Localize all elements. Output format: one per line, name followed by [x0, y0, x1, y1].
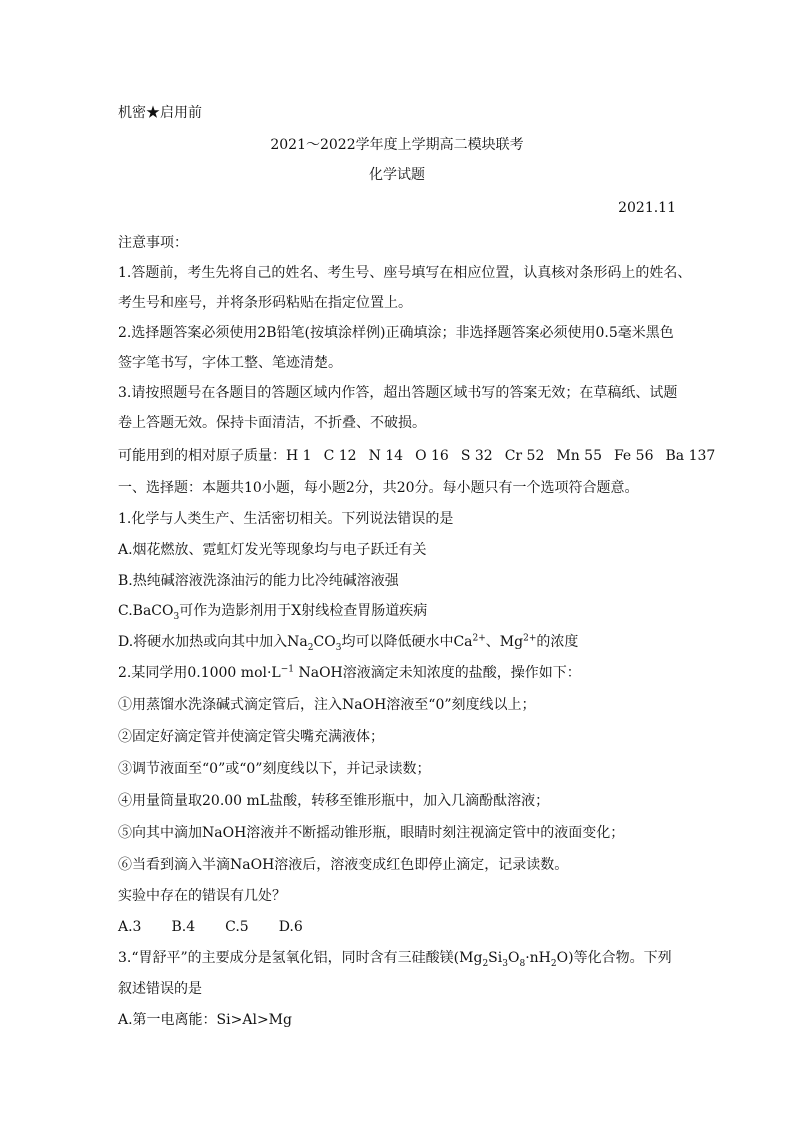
atomic-mass-item: Fe 56: [613, 448, 654, 464]
q1-option-b: B.热纯碱溶液洗涤油污的能力比冷纯碱溶液强: [118, 573, 399, 589]
q1-d-sup: 2+: [523, 633, 537, 644]
atomic-mass-item: Cr 52: [504, 448, 545, 464]
atomic-mass-item: Mn 55: [556, 448, 602, 464]
q3-stem-line-2: 叙述错误的是: [118, 981, 202, 997]
q1-c-text: C.BaCO: [118, 603, 174, 619]
q2-question: 实验中存在的错误有几处？: [118, 888, 286, 904]
q3-stem-text: Si: [488, 950, 503, 966]
q1-option-c: [118, 601, 427, 621]
q2-stem-text: NaOH溶液滴定未知浓度的盐酸，操作如下：: [294, 665, 581, 681]
q1-d-text: D.将硬水加热或向其中加入Na: [118, 634, 308, 650]
q2-option-a: A.3: [118, 919, 142, 935]
q1-d-sub: 3: [335, 642, 342, 653]
q3-stem-line-1: [118, 948, 672, 968]
q3-stem-sub: 2: [482, 958, 489, 969]
q1-d-sub: 2: [307, 642, 314, 653]
q3-stem-sub: 2: [550, 958, 557, 969]
q1-option-d: [118, 632, 578, 652]
note-2-line-2: 签字笔书写，字体工整、笔迹清楚。: [118, 355, 342, 371]
q2-options: [118, 917, 303, 937]
atomic-mass-item: N 14: [368, 448, 404, 464]
q2-stem: [118, 663, 581, 683]
exam-date: 2021.11: [618, 200, 676, 216]
exam-title: 2021～2022学年度上学期高二模块联考: [270, 137, 524, 153]
q3-stem-text: O: [507, 950, 520, 966]
q2-step-6: ⑥当看到滴入半滴NaOH溶液后，溶液变成红色即停止滴定，记录读数。: [118, 857, 569, 873]
q3-stem-text: O)等化合物。下列: [556, 950, 672, 966]
q2-step-4: ④用量筒量取20.00 mL盐酸，转移至锥形瓶中，加入几滴酚酞溶液；: [118, 793, 550, 809]
q1-c-sub: 3: [173, 611, 180, 622]
q3-stem-sub: 8: [519, 958, 526, 969]
atomic-mass-line: [118, 446, 715, 466]
q3-option-a: A.第一电离能：Si>Al>Mg: [118, 1012, 292, 1028]
q2-step-1: ①用蒸馏水洗涤碱式滴定管后，注入NaOH溶液至“0”刻度线以上；: [118, 697, 536, 713]
notes-heading: 注意事项：: [118, 235, 188, 251]
q3-stem-sub: 3: [502, 958, 508, 969]
q1-option-a: A.烟花燃放、霓虹灯发光等现象均与电子跃迁有关: [118, 542, 427, 558]
note-1-line-2: 考生号和座号，并将条形码粘贴在指定位置上。: [118, 295, 412, 311]
q2-stem-sup: −1: [280, 664, 295, 675]
q1-d-text: CO: [313, 634, 336, 650]
q1-c-text: 可作为造影剂用于X射线检查胃肠道疾病: [179, 603, 428, 619]
subject-title: 化学试题: [369, 167, 425, 183]
q1-d-text: 的浓度: [536, 634, 579, 650]
secrecy-label: 机密★启用前: [118, 105, 202, 121]
q1-d-text: 均可以降低硬水中Ca: [341, 634, 473, 650]
atomic-mass-item: S 32: [460, 448, 493, 464]
atomic-mass-item: O 16: [415, 448, 449, 464]
q3-stem-text: 3.“胃舒平”的主要成分是氢氧化铝，同时含有三硅酸镁(Mg: [118, 950, 483, 966]
note-1-line-1: 1.答题前，考生先将自己的姓名、考生号、座号填写在相应位置，认真核对条形码上的姓名、: [118, 265, 692, 281]
q3-stem-text: ·nH: [525, 950, 551, 966]
note-3-line-1: 3.请按照题号在各题目的答题区域内作答，超出答题区域书写的答案无效；在草稿纸、试题: [118, 385, 678, 401]
q2-option-b: B.4: [171, 919, 196, 935]
note-2-line-1: 2.选择题答案必须使用2B铅笔(按填涂样例)正确填涂；非选择题答案必须使用0.5毫米黑色: [118, 325, 674, 341]
atomic-mass-item: Ba 137: [665, 448, 716, 464]
atomic-mass-label: 可能用到的相对原子质量：: [118, 448, 286, 464]
q2-stem-text: 2.某同学用0.1000 mol·L: [118, 665, 281, 681]
atomic-mass-item: C 12: [323, 448, 357, 464]
atomic-mass-item: H 1: [286, 448, 312, 464]
q2-step-5: ⑤向其中滴加NaOH溶液并不断摇动锥形瓶，眼睛时刻注视滴定管中的液面变化；: [118, 825, 625, 841]
q2-option-d: D.6: [278, 919, 303, 935]
q1-d-sup: 2+: [472, 633, 486, 644]
q2-step-3: ③调节液面至“0”或“0”刻度线以下，并记录读数；: [118, 761, 431, 777]
q1-d-text: 、Mg: [485, 634, 524, 650]
section-1-heading: 一、选择题：本题共10小题，每小题2分，共20分。每小题只有一个选项符合题意。: [118, 480, 639, 496]
q2-option-c: C.5: [225, 919, 249, 935]
q1-stem: 1.化学与人类生产、生活密切相关。下列说法错误的是: [118, 511, 454, 527]
q2-step-2: ②固定好滴定管并使滴定管尖嘴充满液体；: [118, 729, 384, 745]
note-3-line-2: 卷上答题无效。保持卡面清洁，不折叠、不破损。: [118, 415, 426, 431]
